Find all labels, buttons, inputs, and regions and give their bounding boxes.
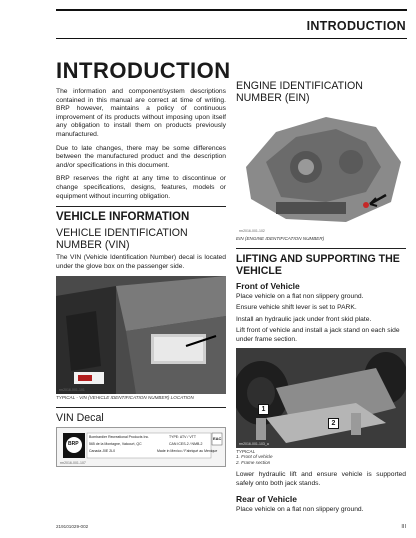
decal-image-code: rm2016-001-107 — [60, 460, 86, 465]
document-number: 219101029-002 — [56, 524, 89, 529]
engine-photo-caption: EIN (ENGINE IDENTIFICATION NUMBER) — [236, 236, 325, 241]
vin-photo-caption: TYPICAL - VIN (VEHICLE IDENTIFICATION NUMBER) LOCATION — [56, 395, 194, 401]
intro-paragraph-2: Due to late changes, there may be some differences between the manufactured product and the description and/or specifications in this document. — [56, 144, 226, 169]
ein-heading: ENGINE IDENTIFICATION NUMBER (EIN) — [236, 80, 363, 104]
decal-line1-left: Bombardier Recreational Products Inc. — [89, 434, 150, 439]
vin-paragraph: The VIN (Vehicle Identification Number) decal is located under the glove box on the passenger side. — [56, 254, 226, 270]
intro-paragraph-1: The information and component/system descriptions contained in this manual are correct at time of writing. BRP however, maintains a policy of continuous improvement of its products without imposing upon itself any obligation to install them on products previously manufactured. — [56, 88, 226, 138]
lower-lift-paragraph: Lower hydraulic lift and ensure vehicle is supported safely onto both jack stands. — [236, 471, 406, 487]
page-number: III — [401, 524, 406, 530]
lifting-heading: LIFTING AND SUPPORTING THE VEHICLE — [236, 252, 400, 277]
engine-photo-code: rm2016-001-102 — [239, 229, 265, 233]
left-column — [56, 58, 231, 467]
lifting-caption-line-1: TYPICAL — [236, 448, 256, 454]
front-step-3: Install an hydraulic jack under front skid plate. — [236, 315, 372, 323]
lifting-photo — [236, 348, 406, 448]
engine-photo — [236, 107, 406, 235]
vin-photo-code: rm2016-001-101 — [59, 388, 85, 393]
front-step-2: Ensure vehicle shift lever is set to PARK. — [236, 304, 357, 312]
front-step-4: Lift front of vehicle and install a jack stand on each side under frame section. — [236, 327, 400, 343]
decal-line1-right: TYPE: ATV / VTT — [169, 434, 196, 439]
vin-heading: VEHICLE IDENTIFICATION NUMBER (VIN) — [56, 227, 188, 252]
vin-decal-rule — [56, 407, 226, 408]
vin-decal-image — [56, 427, 226, 467]
callout-1: 1 — [258, 404, 269, 415]
lifting-photo-code: rm2016-001-103_a — [239, 441, 269, 446]
section-rule — [56, 206, 226, 207]
rear-of-vehicle-heading: Rear of Vehicle — [236, 493, 297, 504]
lifting-caption-line-3: 2. Frame section — [236, 459, 271, 465]
decal-line2-left: 565 de la Montagne, Valcourt, QC — [89, 441, 142, 446]
lifting-caption — [236, 449, 406, 466]
decal-line3-right: Made in Mexico / Fabriqué au Mexique — [157, 448, 218, 453]
lifting-rule — [236, 248, 406, 249]
vin-location-illustration — [56, 276, 226, 394]
front-step-1: Place vehicle on a flat non slippery ground. — [236, 292, 364, 300]
vin-decal-heading: VIN Decal — [56, 411, 104, 424]
decal-eac-mark: EAC — [213, 435, 222, 441]
running-header: INTRODUCTION — [306, 19, 406, 33]
lifting-caption-line-2: 1. Front of vehicle — [236, 454, 273, 460]
vehicle-information-heading: VEHICLE INFORMATION — [56, 211, 190, 224]
callout-2: 2 — [328, 418, 339, 429]
vin-location-photo — [56, 276, 226, 394]
lifting-illustration — [236, 348, 406, 448]
engine-illustration — [236, 107, 406, 235]
intro-paragraph-3: BRP reserves the right at any time to discontinue or change specifications, designs, features, models or equipment without incurring obligation. — [56, 175, 226, 200]
header-bottom-rule — [56, 38, 407, 39]
decal-line3-left: Canada J0E 2L0 — [89, 448, 116, 453]
front-of-vehicle-heading: Front of Vehicle — [236, 280, 300, 291]
decal-line2-right: CAN ICES-2 / NMB-2 — [169, 441, 203, 446]
right-column — [236, 80, 406, 517]
rear-step-1: Place vehicle on a flat non slippery ground. — [236, 505, 364, 513]
decal-brand: BRP — [68, 440, 79, 447]
header-top-rule — [56, 9, 407, 11]
page-title: INTRODUCTION — [56, 58, 231, 83]
